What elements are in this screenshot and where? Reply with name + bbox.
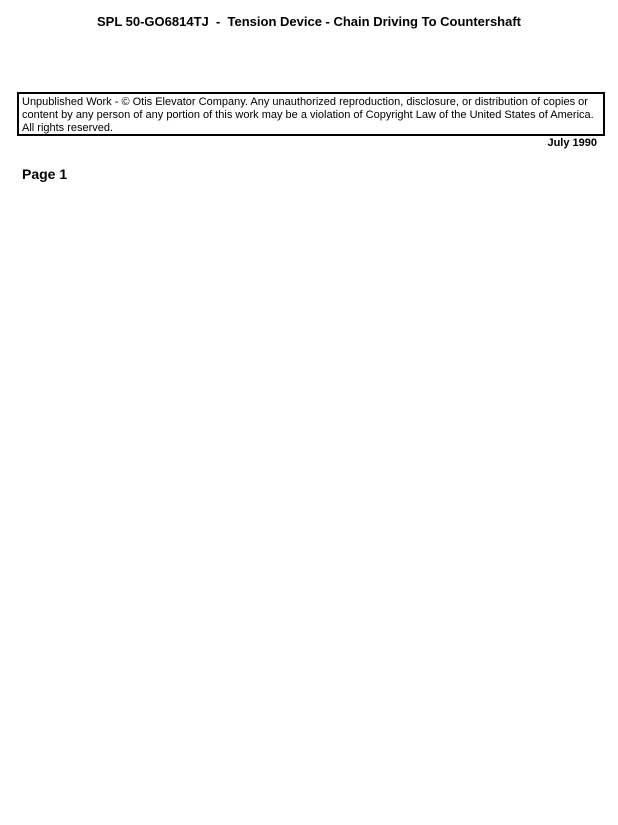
document-date: July 1990 xyxy=(547,137,597,149)
document-title: SPL 50-GO6814TJ - Tension Device - Chain Driving To Countershaft xyxy=(96,14,522,29)
copyright-notice: Unpublished Work - © Otis Elevator Company. Any unauthorized reproduction, disclosure, or distribution of copies or content by any person of any portion of this work may be a violation of Copyright Law of the United States of America. All rights reserved. xyxy=(17,92,605,136)
page-label: Page 1 xyxy=(22,166,68,182)
